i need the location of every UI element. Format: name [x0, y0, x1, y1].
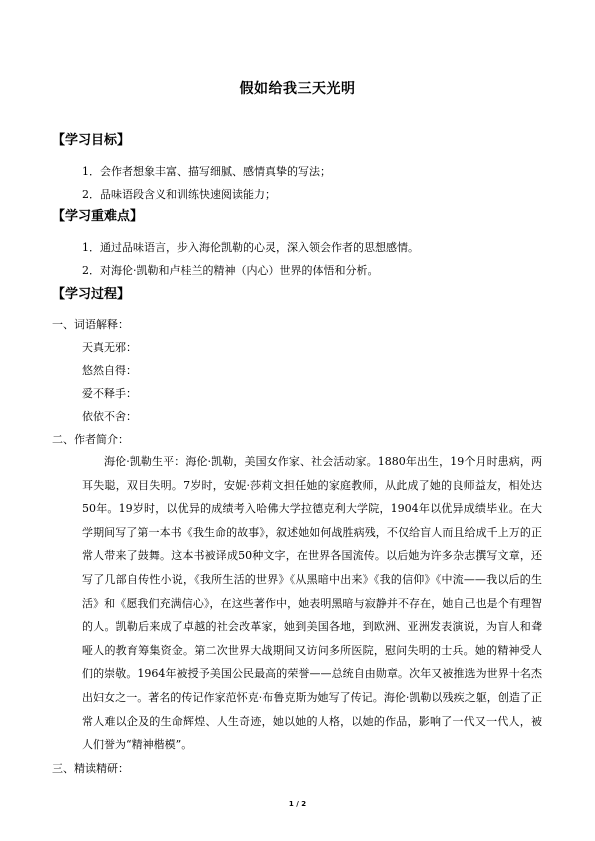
vocab-item: 悠然自得： — [82, 364, 137, 377]
document-title: 假如给我三天光明 — [239, 81, 356, 97]
vocab-item: 依依不舍： — [82, 410, 137, 423]
key-point-item: 2．对海伦·凯勒和卢桂兰的精神（内心）世界的体悟和分析。 — [82, 264, 379, 277]
part-title-vocabulary: 一、词语解释： — [52, 318, 129, 331]
section-heading-process: 【学习过程】 — [52, 287, 131, 302]
vocab-item: 天真无邪： — [82, 341, 137, 354]
page-number: 1 / 2 — [288, 800, 307, 808]
section-heading-objectives: 【学习目标】 — [52, 133, 131, 148]
author-biography: 海伦·凯勒生平：海伦·凯勒，美国女作家、社会活动家。1880年出生，19个月时患病，两耳失聪，双目失明。7岁时，安妮·莎莉文担任她的家庭教师，从此成了她的良师益友，相处达50年。19岁时，以优异的成绩考入哈佛大学拉德克利大学院，1904年以优异成绩毕业。在大学期间写了第一本书《我生命的故事》，叙述她如何战胜病残，不仅给盲人而且给成千上万的正常人带来了鼓舞。这本书被译成50种文字，在世界各国流传。以后她为许多杂志撰写文章，还写了几部自传性小说，《我所生活的世界》《从黑暗中出来》《我的信仰》《中流——我以后的生活》和《愿我们充满信心》，在这些著作中，她表明黑暗与寂静并不存在，她自己也是个有理智的人。凯勒后来成了卓越的社会改革家，她到美国各地，到欧洲、亚洲发表演说，为盲人和聋哑人的教育筹集资金。第二次世界大战期间又访问多所医院，慰问失明的士兵。她的精神受人们的崇敬。1964年被授予美国公民最高的荣誉——总统自由勋章。次年又被推选为世界十名杰出妇女之一。著名的传记作家范怀克·布鲁克斯为她写了传记。海伦·凯勒以残疾之躯，创造了正常人难以企及的生命辉煌、人生奇迹，她以她的人格，以她的作品，影响了一代又一代人，被人们誉为“精神楷模”。 — [82, 455, 542, 752]
part-title-author: 二、作者简介： — [52, 433, 129, 446]
section-heading-key-points: 【学习重难点】 — [52, 209, 144, 224]
objective-item: 2．品味语段含义和训练快速阅读能力； — [82, 188, 276, 201]
part-title-close-reading: 三、精读精研： — [52, 762, 129, 775]
objective-item: 1．会作者想象丰富、描写细腻、感情真挚的写法； — [82, 165, 331, 178]
key-point-item: 1．通过品味语言，步入海伦凯勒的心灵，深入领会作者的思想感情。 — [82, 241, 419, 254]
vocab-item: 爱不释手： — [82, 387, 137, 400]
